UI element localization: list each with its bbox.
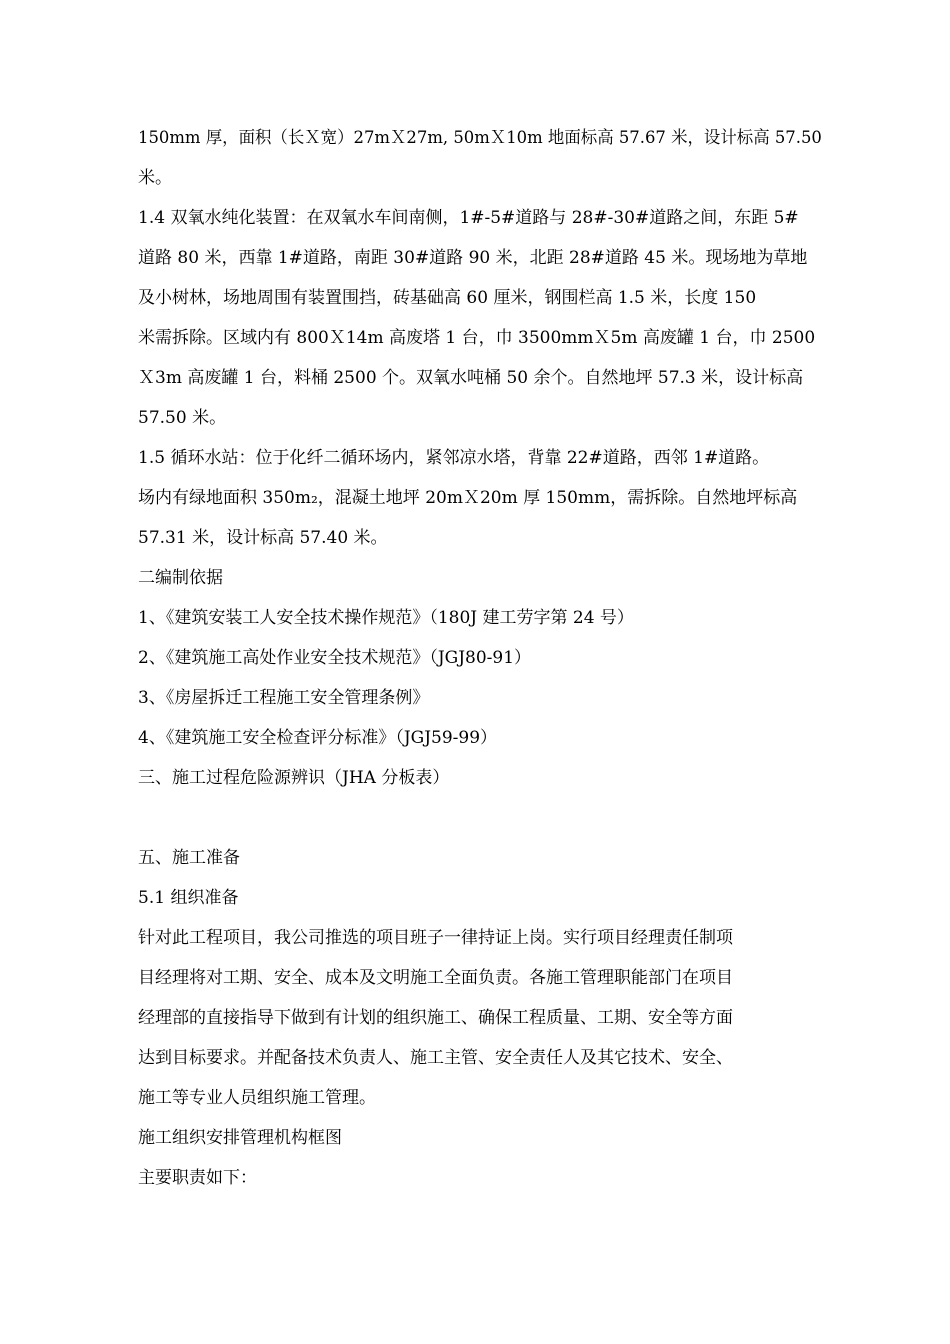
text-line: 57.31 米，设计标高 57.40 米。 xyxy=(138,528,388,548)
text-line: 施工组织安排管理机构框图 xyxy=(138,1128,342,1148)
text-line: 目经理将对工期、安全、成本及文明施工全面负责。各施工管理职能部门在项目 xyxy=(138,968,733,988)
text-line: 施工等专业人员组织施工管理。 xyxy=(138,1088,376,1108)
reference-item: 4、《建筑施工安全检查评分标准》（JGJ59-99） xyxy=(138,728,498,748)
text-line: 57.50 米。 xyxy=(138,408,227,428)
text-line: 主要职责如下： xyxy=(138,1168,257,1188)
text-line: 道路 80 米，西靠 1#道路，南距 30#道路 90 米，北距 28#道路 45 米。现场地为草地 xyxy=(138,248,808,268)
section-heading: 三、施工过程危险源辨识（JHA 分板表） xyxy=(138,768,450,788)
reference-item: 2、《建筑施工高处作业安全技术规范》（JGJ80-91） xyxy=(138,648,532,668)
subsection-heading: 5.1 组织准备 xyxy=(138,888,239,908)
text-line: 1.5 循环水站：位于化纤二循环场内，紧邻凉水塔，背靠 22#道路，西邻 1#道路。 xyxy=(138,448,770,468)
text-line: 米需拆除。区域内有 800Ｘ14m 高废塔 1 台，巾 3500mmＸ5m 高废罐 1 台，巾 2500 xyxy=(138,328,816,348)
text-line: 及小树林，场地周围有装置围挡，砖基础高 60 厘米，钢围栏高 1.5 米，长度 150 xyxy=(138,288,757,308)
text-line: 达到目标要求。并配备技术负责人、施工主管、安全责任人及其它技术、安全、 xyxy=(138,1048,733,1068)
text-line: 1.4 双氧水纯化装置：在双氧水车间南侧，1#-5#道路与 28#-30#道路之间，东距 5# xyxy=(138,208,799,228)
text-line: 150mm 厚，面积（长Ｘ宽）27mＸ27m, 50mＸ10m 地面标高 57.67 米，设计标高 57.50 xyxy=(138,128,822,148)
text-line: 针对此工程项目，我公司推选的项目班子一律持证上岗。实行项目经理责任制项 xyxy=(138,928,733,948)
section-heading: 五、施工准备 xyxy=(138,848,240,868)
text-line: Ｘ3m 高废罐 1 台，料桶 2500 个。双氧水吨桶 50 余个。自然地坪 57.3 米，设计标高 xyxy=(138,368,804,388)
reference-item: 3、《房屋拆迁工程施工安全管理条例》 xyxy=(138,688,430,708)
reference-item: 1、《建筑安装工人安全技术操作规范》（180J 建工劳字第 24 号） xyxy=(138,608,634,628)
text-line: 场内有绿地面积 350m₂，混凝土地坪 20mＸ20m 厚 150mm，需拆除。自然地坪标高 xyxy=(138,488,798,508)
text-line: 米。 xyxy=(138,168,172,188)
text-line: 经理部的直接指导下做到有计划的组织施工、确保工程质量、工期、安全等方面 xyxy=(138,1008,733,1028)
section-heading: 二编制依据 xyxy=(138,568,223,588)
